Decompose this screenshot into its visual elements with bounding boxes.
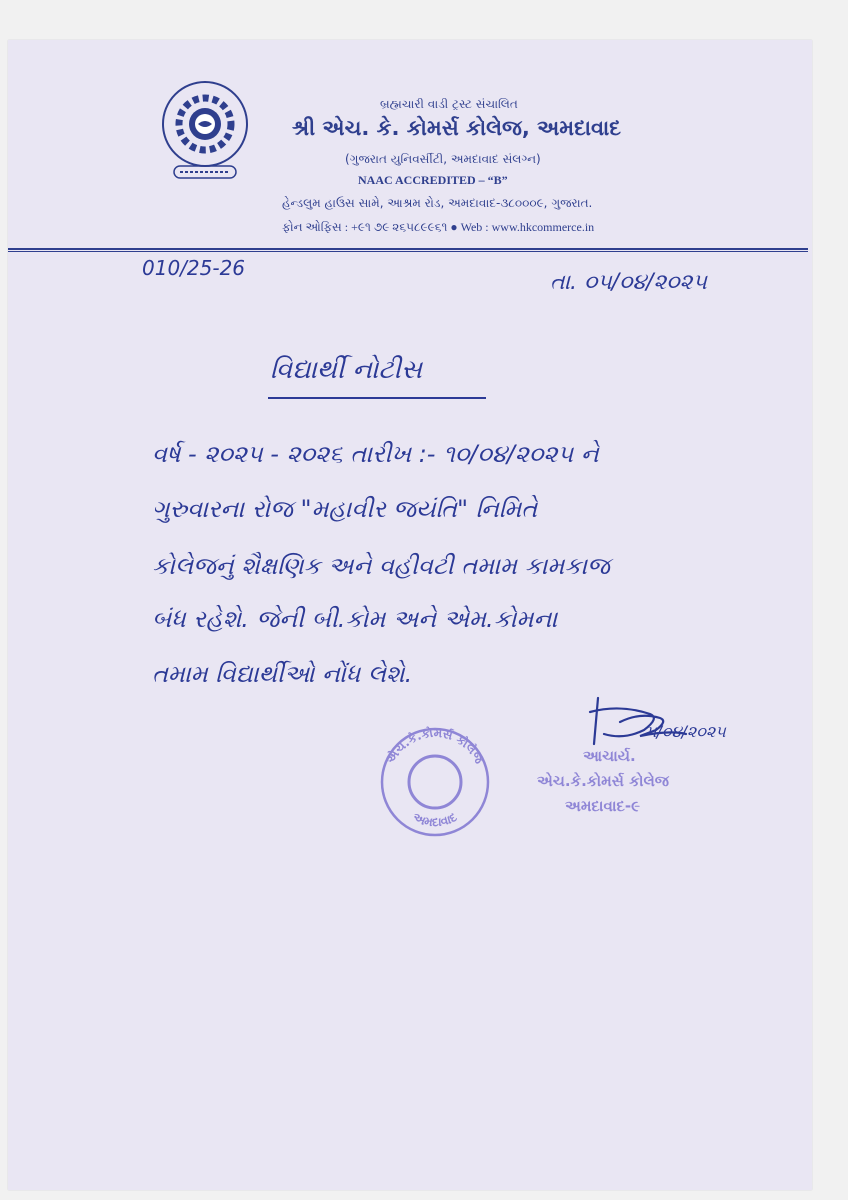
reference-number: 010/25-26 bbox=[142, 256, 246, 280]
contact-line: ફોન ઓફિસ : +૯૧ ૭૯ ૨૬૫૮૯૯૬૧ ● Web : www.hkcommerce.in bbox=[282, 220, 595, 234]
svg-text:એચ.કે.કોમર્સ કોલેજ bbox=[383, 726, 487, 767]
affiliation-line: (ગુજરાત યુનિવર્સીટી, અમદાવાદ સંલગ્ન) bbox=[345, 152, 541, 166]
principal-seal-title: આચાર્ય. bbox=[583, 747, 636, 765]
college-round-stamp bbox=[376, 726, 494, 838]
trust-line: બ્રહ્મચારી વાડી ટ્રસ્ટ સંચાલિત bbox=[380, 97, 518, 111]
principal-seal-city: અમદાવાદ-૯ bbox=[565, 797, 640, 815]
college-name: શ્રી એચ. કે. કોમર્સ કોલેજ, અમદાવાદ bbox=[292, 116, 621, 140]
notice-date: તા. ૦૫/૦૪/૨૦૨૫ bbox=[550, 270, 707, 295]
stamp-top-text: એચ.કે.કોમર્સ કોલેજ bbox=[383, 726, 487, 767]
naac-line: NAAC ACCREDITED – “B” bbox=[358, 173, 508, 187]
title-underline bbox=[268, 397, 486, 399]
notice-title: વિદ્યાર્થી નોટીસ bbox=[270, 355, 423, 385]
notice-line: ગુરુવારના રોજ "મહાવીર જયંતિ" નિમિતે bbox=[152, 495, 538, 523]
stamp-bottom-text: અમદાવાદ bbox=[410, 809, 460, 830]
notice-line: તમામ વિદ્યાર્થીઓ નોંધ લેશે. bbox=[152, 660, 413, 688]
address-line: હેન્ડલુમ હાઉસ સામે, આશ્રમ રોડ, અમદાવાદ-૩૮૦૦૦૯, ગુજરાત. bbox=[282, 196, 593, 210]
signature-date: ૫/૦૪/૨૦૨૫ bbox=[646, 722, 726, 741]
header-divider bbox=[8, 248, 808, 250]
notice-line: વર્ષ - ૨૦૨૫ - ૨૦૨૬ તારીખ :- ૧૦/૦૪/૨૦૨૫ ને bbox=[152, 440, 599, 468]
notice-line: બંધ રહેશે. જેની બી.કોમ અને એમ.કોમના bbox=[152, 605, 558, 633]
notice-line: કોલેજનું શૈક્ષણિક અને વહીવટી તમામ કામકાજ bbox=[152, 552, 610, 580]
svg-text:અમદાવાદ bbox=[411, 810, 460, 829]
college-logo bbox=[160, 78, 250, 188]
principal-seal-college: એચ.કે.કોમર્સ કોલેજ bbox=[537, 772, 669, 790]
header-divider-thin bbox=[8, 251, 808, 252]
